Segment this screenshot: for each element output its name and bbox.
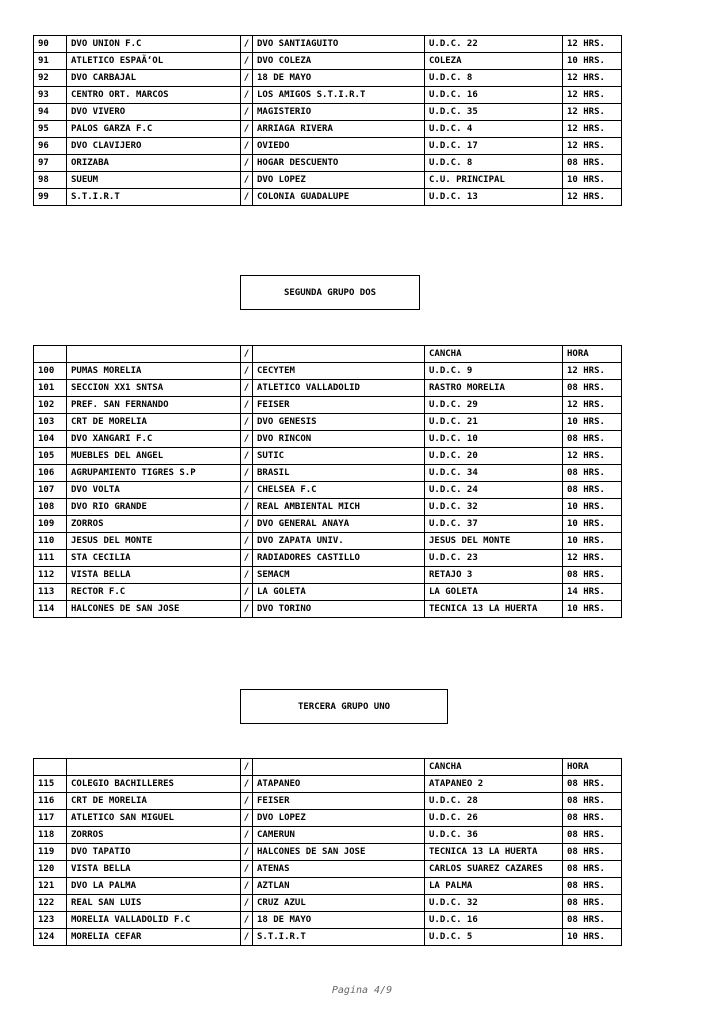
field-name-cell: TECNICA 13 LA HUERTA [425, 601, 563, 618]
table-row [34, 121, 622, 138]
match-number-cell: 107 [34, 482, 67, 499]
separator-cell: / [241, 482, 253, 499]
match-time-cell: 14 HRS. [563, 584, 622, 601]
separator-cell: / [241, 53, 253, 70]
match-number-cell: 90 [34, 36, 67, 53]
field-name-cell: U.D.C. 35 [425, 104, 563, 121]
separator-cell: / [241, 87, 253, 104]
match-time-cell: 08 HRS. [563, 155, 622, 172]
away-team-cell: HOGAR DESCUENTO [253, 155, 425, 172]
separator-cell: / [241, 36, 253, 53]
separator-cell: / [241, 895, 253, 912]
table-row [34, 929, 622, 946]
section-title-segunda-grupo-dos: SEGUNDA GRUPO DOS [240, 275, 420, 310]
home-team-cell: DVO UNION F.C [67, 36, 241, 53]
separator-cell: / [241, 878, 253, 895]
field-name-cell: U.D.C. 32 [425, 895, 563, 912]
field-name-cell: U.D.C. 36 [425, 827, 563, 844]
table-row [34, 380, 622, 397]
home-team-cell: PUMAS MORELIA [67, 363, 241, 380]
match-time-cell: 08 HRS. [563, 895, 622, 912]
home-team-cell: PALOS GARZA F.C [67, 121, 241, 138]
separator-cell: / [241, 499, 253, 516]
separator-cell: / [241, 793, 253, 810]
match-time-cell: 12 HRS. [563, 70, 622, 87]
separator-cell: / [241, 363, 253, 380]
away-team-cell: CAMERUN [253, 827, 425, 844]
table-row [34, 567, 622, 584]
field-name-cell: U.D.C. 28 [425, 793, 563, 810]
home-team-cell: COLEGIO BACHILLERES [67, 776, 241, 793]
home-team-cell: MORELIA VALLADOLID F.C [67, 912, 241, 929]
home-team-cell [67, 759, 241, 776]
match-time-cell: 12 HRS. [563, 363, 622, 380]
separator-cell: / [241, 844, 253, 861]
home-team-cell: HALCONES DE SAN JOSE [67, 601, 241, 618]
match-time-cell: 12 HRS. [563, 36, 622, 53]
table-row [34, 363, 622, 380]
field-name-cell: U.D.C. 10 [425, 431, 563, 448]
match-time-cell: 12 HRS. [563, 189, 622, 206]
home-team-cell: SECCION XX1 SNTSA [67, 380, 241, 397]
field-name-cell: U.D.C. 24 [425, 482, 563, 499]
table-row [34, 482, 622, 499]
away-team-cell: CHELSEA F.C [253, 482, 425, 499]
away-team-cell: CECYTEM [253, 363, 425, 380]
match-number-cell: 95 [34, 121, 67, 138]
match-time-cell: 10 HRS. [563, 929, 622, 946]
match-time-cell: 08 HRS. [563, 465, 622, 482]
table-row [34, 36, 622, 53]
table-row [34, 189, 622, 206]
table-row [34, 70, 622, 87]
table-row [34, 448, 622, 465]
match-number-cell: 111 [34, 550, 67, 567]
away-team-cell: DVO LOPEZ [253, 810, 425, 827]
separator-cell: / [241, 929, 253, 946]
fixture-table-group-2 [33, 345, 622, 618]
field-name-cell: U.D.C. 34 [425, 465, 563, 482]
away-team-cell: FEISER [253, 397, 425, 414]
separator-cell: / [241, 601, 253, 618]
field-name-cell: JESUS DEL MONTE [425, 533, 563, 550]
match-time-cell: 12 HRS. [563, 550, 622, 567]
separator-cell: / [241, 584, 253, 601]
field-name-cell: U.D.C. 17 [425, 138, 563, 155]
match-time-cell: 08 HRS. [563, 776, 622, 793]
match-number-cell [34, 346, 67, 363]
table-row [34, 584, 622, 601]
separator-cell: / [241, 776, 253, 793]
away-team-cell: LOS AMIGOS S.T.I.R.T [253, 87, 425, 104]
match-time-cell: 12 HRS. [563, 397, 622, 414]
match-number-cell [34, 759, 67, 776]
table-row [34, 601, 622, 618]
home-team-cell: JESUS DEL MONTE [67, 533, 241, 550]
separator-cell: / [241, 138, 253, 155]
away-team-cell: ATENAS [253, 861, 425, 878]
match-number-cell: 116 [34, 793, 67, 810]
match-time-cell: 10 HRS. [563, 53, 622, 70]
match-number-cell: 108 [34, 499, 67, 516]
home-team-cell: DVO CARBAJAL [67, 70, 241, 87]
table-row [34, 172, 622, 189]
match-number-cell: 101 [34, 380, 67, 397]
match-time-cell: HORA [563, 346, 622, 363]
field-name-cell: U.D.C. 16 [425, 912, 563, 929]
separator-cell: / [241, 465, 253, 482]
away-team-cell: CRUZ AZUL [253, 895, 425, 912]
field-name-cell: U.D.C. 20 [425, 448, 563, 465]
field-name-cell: U.D.C. 13 [425, 189, 563, 206]
table-row [34, 499, 622, 516]
separator-cell: / [241, 533, 253, 550]
home-team-cell: ORIZABA [67, 155, 241, 172]
away-team-cell: COLONIA GUADALUPE [253, 189, 425, 206]
table-row [34, 776, 622, 793]
field-name-cell: LA GOLETA [425, 584, 563, 601]
match-time-cell: 10 HRS. [563, 414, 622, 431]
match-number-cell: 103 [34, 414, 67, 431]
away-team-cell [253, 759, 425, 776]
separator-cell: / [241, 759, 253, 776]
away-team-cell: DVO TORINO [253, 601, 425, 618]
home-team-cell: CENTRO ORT. MARCOS [67, 87, 241, 104]
away-team-cell [253, 346, 425, 363]
separator-cell: / [241, 810, 253, 827]
match-number-cell: 94 [34, 104, 67, 121]
away-team-cell: BRASIL [253, 465, 425, 482]
table-row [34, 155, 622, 172]
home-team-cell: PREF. SAN FERNANDO [67, 397, 241, 414]
field-name-cell: U.D.C. 8 [425, 155, 563, 172]
match-number-cell: 97 [34, 155, 67, 172]
away-team-cell: DVO RINCON [253, 431, 425, 448]
match-number-cell: 113 [34, 584, 67, 601]
match-time-cell: 10 HRS. [563, 172, 622, 189]
table-row [34, 533, 622, 550]
field-name-cell: TECNICA 13 LA HUERTA [425, 844, 563, 861]
away-team-cell: OVIEDO [253, 138, 425, 155]
table-row [34, 465, 622, 482]
away-team-cell: HALCONES DE SAN JOSE [253, 844, 425, 861]
match-number-cell: 106 [34, 465, 67, 482]
away-team-cell: DVO ZAPATA UNIV. [253, 533, 425, 550]
home-team-cell: DVO VOLTA [67, 482, 241, 499]
match-number-cell: 114 [34, 601, 67, 618]
separator-cell: / [241, 516, 253, 533]
match-number-cell: 100 [34, 363, 67, 380]
field-name-cell: U.D.C. 32 [425, 499, 563, 516]
separator-cell: / [241, 346, 253, 363]
match-time-cell: 08 HRS. [563, 793, 622, 810]
match-time-cell: 08 HRS. [563, 431, 622, 448]
match-time-cell: 08 HRS. [563, 482, 622, 499]
separator-cell: / [241, 550, 253, 567]
field-name-cell: U.D.C. 5 [425, 929, 563, 946]
home-team-cell: MUEBLES DEL ANGEL [67, 448, 241, 465]
table-row [34, 104, 622, 121]
separator-cell: / [241, 448, 253, 465]
table-row [34, 861, 622, 878]
separator-cell: / [241, 567, 253, 584]
home-team-cell: DVO TAPATIO [67, 844, 241, 861]
match-number-cell: 109 [34, 516, 67, 533]
match-time-cell: HORA [563, 759, 622, 776]
field-name-cell: U.D.C. 21 [425, 414, 563, 431]
match-number-cell: 122 [34, 895, 67, 912]
table-row [34, 878, 622, 895]
away-team-cell: ATAPANEO [253, 776, 425, 793]
match-number-cell: 105 [34, 448, 67, 465]
match-number-cell: 92 [34, 70, 67, 87]
home-team-cell: STA CECILIA [67, 550, 241, 567]
home-team-cell: VISTA BELLA [67, 861, 241, 878]
home-team-cell: S.T.I.R.T [67, 189, 241, 206]
home-team-cell: AGRUPAMIENTO TIGRES S.P [67, 465, 241, 482]
field-name-cell: C.U. PRINCIPAL [425, 172, 563, 189]
separator-cell: / [241, 380, 253, 397]
table-row [34, 827, 622, 844]
table-row [34, 844, 622, 861]
field-name-cell: U.D.C. 22 [425, 36, 563, 53]
table-row [34, 810, 622, 827]
separator-cell: / [241, 70, 253, 87]
home-team-cell: ATLETICO SAN MIGUEL [67, 810, 241, 827]
away-team-cell: DVO GENERAL ANAYA [253, 516, 425, 533]
away-team-cell: ARRIAGA RIVERA [253, 121, 425, 138]
separator-cell: / [241, 172, 253, 189]
match-number-cell: 120 [34, 861, 67, 878]
field-name-cell: U.D.C. 37 [425, 516, 563, 533]
home-team-cell: DVO LA PALMA [67, 878, 241, 895]
home-team-cell: VISTA BELLA [67, 567, 241, 584]
away-team-cell: S.T.I.R.T [253, 929, 425, 946]
fixture-table-group-1 [33, 35, 622, 206]
match-number-cell: 91 [34, 53, 67, 70]
away-team-cell: DVO SANTIAGUITO [253, 36, 425, 53]
match-time-cell: 12 HRS. [563, 448, 622, 465]
match-time-cell: 12 HRS. [563, 104, 622, 121]
match-number-cell: 98 [34, 172, 67, 189]
field-name-cell: U.D.C. 29 [425, 397, 563, 414]
match-number-cell: 123 [34, 912, 67, 929]
home-team-cell: MORELIA CEFAR [67, 929, 241, 946]
table-row [34, 87, 622, 104]
table-header-row [34, 759, 622, 776]
away-team-cell: DVO LOPEZ [253, 172, 425, 189]
match-time-cell: 08 HRS. [563, 912, 622, 929]
separator-cell: / [241, 414, 253, 431]
match-time-cell: 08 HRS. [563, 380, 622, 397]
away-team-cell: REAL AMBIENTAL MICH [253, 499, 425, 516]
away-team-cell: RADIADORES CASTILLO [253, 550, 425, 567]
match-number-cell: 93 [34, 87, 67, 104]
match-number-cell: 112 [34, 567, 67, 584]
match-time-cell: 12 HRS. [563, 121, 622, 138]
table-row [34, 516, 622, 533]
away-team-cell: FEISER [253, 793, 425, 810]
separator-cell: / [241, 104, 253, 121]
away-team-cell: SUTIC [253, 448, 425, 465]
field-name-cell: U.D.C. 4 [425, 121, 563, 138]
away-team-cell: MAGISTERIO [253, 104, 425, 121]
fixture-table-group-3 [33, 758, 622, 946]
separator-cell: / [241, 121, 253, 138]
home-team-cell: CRT DE MORELIA [67, 414, 241, 431]
separator-cell: / [241, 431, 253, 448]
table-row [34, 431, 622, 448]
field-name-cell: U.D.C. 23 [425, 550, 563, 567]
separator-cell: / [241, 827, 253, 844]
field-name-cell: RASTRO MORELIA [425, 380, 563, 397]
match-number-cell: 104 [34, 431, 67, 448]
match-time-cell: 08 HRS. [563, 844, 622, 861]
away-team-cell: DVO GENESIS [253, 414, 425, 431]
table-row [34, 53, 622, 70]
field-name-cell: U.D.C. 16 [425, 87, 563, 104]
match-time-cell: 08 HRS. [563, 567, 622, 584]
away-team-cell: AZTLAN [253, 878, 425, 895]
table-header-row [34, 346, 622, 363]
table-row [34, 895, 622, 912]
field-name-cell: ATAPANEO 2 [425, 776, 563, 793]
away-team-cell: 18 DE MAYO [253, 70, 425, 87]
page-footer: Pagina 4/9 [331, 985, 393, 996]
match-number-cell: 121 [34, 878, 67, 895]
field-name-cell: U.D.C. 8 [425, 70, 563, 87]
separator-cell: / [241, 912, 253, 929]
field-name-cell: U.D.C. 9 [425, 363, 563, 380]
table-row [34, 912, 622, 929]
away-team-cell: SEMACM [253, 567, 425, 584]
home-team-cell: DVO XANGARI F.C [67, 431, 241, 448]
field-name-cell: LA PALMA [425, 878, 563, 895]
match-time-cell: 08 HRS. [563, 861, 622, 878]
home-team-cell [67, 346, 241, 363]
home-team-cell: ZORROS [67, 827, 241, 844]
home-team-cell: ZORROS [67, 516, 241, 533]
table-row [34, 793, 622, 810]
away-team-cell: DVO COLEZA [253, 53, 425, 70]
match-number-cell: 96 [34, 138, 67, 155]
separator-cell: / [241, 861, 253, 878]
home-team-cell: RECTOR F.C [67, 584, 241, 601]
home-team-cell: CRT DE MORELIA [67, 793, 241, 810]
home-team-cell: SUEUM [67, 172, 241, 189]
field-name-cell: CANCHA [425, 346, 563, 363]
separator-cell: / [241, 397, 253, 414]
field-name-cell: U.D.C. 26 [425, 810, 563, 827]
match-time-cell: 12 HRS. [563, 138, 622, 155]
match-number-cell: 99 [34, 189, 67, 206]
match-time-cell: 10 HRS. [563, 601, 622, 618]
away-team-cell: 18 DE MAYO [253, 912, 425, 929]
home-team-cell: REAL SAN LUIS [67, 895, 241, 912]
field-name-cell: COLEZA [425, 53, 563, 70]
match-time-cell: 08 HRS. [563, 878, 622, 895]
table-row [34, 138, 622, 155]
away-team-cell: LA GOLETA [253, 584, 425, 601]
match-number-cell: 102 [34, 397, 67, 414]
match-time-cell: 08 HRS. [563, 827, 622, 844]
section-title-tercera-grupo-uno: TERCERA GRUPO UNO [240, 689, 448, 724]
match-time-cell: 10 HRS. [563, 516, 622, 533]
field-name-cell: CARLOS SUAREZ CAZARES [425, 861, 563, 878]
match-time-cell: 08 HRS. [563, 810, 622, 827]
separator-cell: / [241, 189, 253, 206]
away-team-cell: ATLETICO VALLADOLID [253, 380, 425, 397]
field-name-cell: CANCHA [425, 759, 563, 776]
table-row [34, 550, 622, 567]
match-number-cell: 124 [34, 929, 67, 946]
home-team-cell: DVO CLAVIJERO [67, 138, 241, 155]
match-number-cell: 110 [34, 533, 67, 550]
home-team-cell: DVO RIO GRANDE [67, 499, 241, 516]
match-number-cell: 115 [34, 776, 67, 793]
table-row [34, 397, 622, 414]
home-team-cell: ATLETICO ESPAÃ‘OL [67, 53, 241, 70]
match-time-cell: 10 HRS. [563, 499, 622, 516]
field-name-cell: RETAJO 3 [425, 567, 563, 584]
home-team-cell: DVO VIVERO [67, 104, 241, 121]
match-number-cell: 118 [34, 827, 67, 844]
separator-cell: / [241, 155, 253, 172]
match-number-cell: 119 [34, 844, 67, 861]
match-time-cell: 12 HRS. [563, 87, 622, 104]
match-number-cell: 117 [34, 810, 67, 827]
match-time-cell: 10 HRS. [563, 533, 622, 550]
table-row [34, 414, 622, 431]
